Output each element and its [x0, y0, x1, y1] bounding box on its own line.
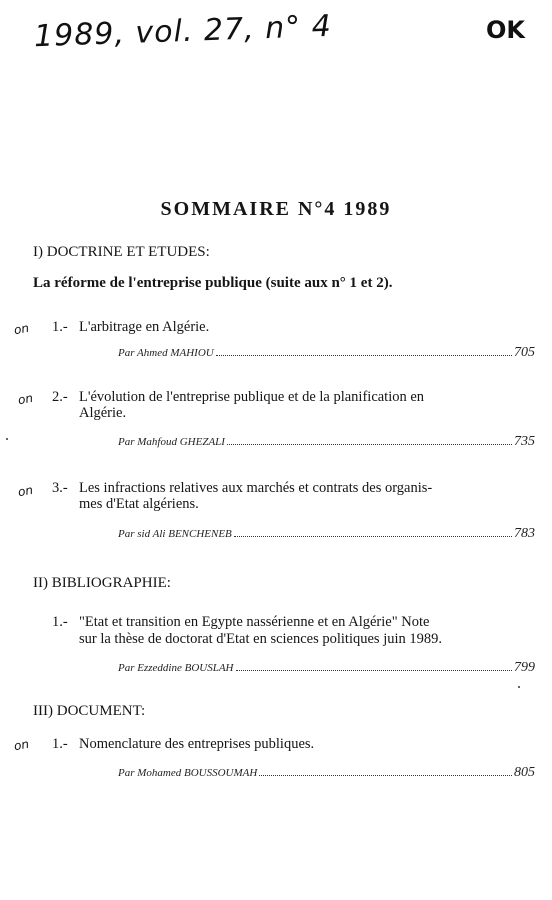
item-number: 1.-	[52, 614, 68, 630]
item-author: Par Mahfoud GHEZALI	[118, 436, 225, 448]
item-title-line: "Etat et transition en Egypte nassérienne et en Algérie" Note	[79, 614, 430, 630]
handwritten-margin-note-2: on	[16, 390, 35, 408]
handwritten-ok-mark: OK	[486, 16, 525, 44]
scan-speck	[6, 438, 8, 440]
toc-item	[52, 613, 429, 631]
toc-item	[52, 735, 314, 753]
item-title-line: Algérie.	[79, 405, 127, 421]
author-row	[118, 660, 535, 676]
item-title-line: Les infractions relatives aux marchés et contrats des organis-	[79, 480, 433, 496]
item-title-line: mes d'Etat algériens.	[79, 496, 199, 512]
item-page-number: 705	[514, 345, 535, 360]
dot-leader	[236, 669, 513, 671]
author-row	[118, 765, 535, 781]
handwritten-margin-note-3: on	[16, 482, 35, 500]
section-heading-bibliographie: II) BIBLIOGRAPHIE:	[33, 575, 171, 591]
toc-item	[52, 479, 432, 497]
item-page-number: 799	[514, 660, 535, 675]
author-row	[118, 526, 535, 542]
dot-leader	[216, 354, 512, 356]
item-title-line: L'évolution de l'entreprise publique et de la planification en	[79, 389, 425, 405]
dot-leader	[227, 443, 512, 445]
item-number: 1.-	[52, 736, 68, 752]
item-author: Par sid Ali BENCHENEB	[118, 528, 232, 540]
section-heading-document: III) DOCUMENT:	[33, 703, 146, 719]
item-title-line: L'arbitrage en Algérie.	[79, 319, 210, 335]
toc-item	[52, 388, 424, 406]
handwritten-issue-note: 1989, vol. 27, n° 4	[33, 8, 333, 55]
page-title: SOMMAIRE N°4 1989	[160, 198, 392, 220]
handwritten-margin-note-1: on	[12, 320, 31, 338]
item-author: Par Ahmed MAHIOU	[118, 347, 214, 359]
item-author: Par Ezzeddine BOUSLAH	[118, 662, 234, 674]
toc-item	[52, 318, 209, 336]
item-number: 1.-	[52, 319, 68, 335]
item-number: 3.-	[52, 480, 68, 496]
author-row	[118, 434, 535, 450]
section-subtitle: La réforme de l'entreprise publique (suite aux n° 1 et 2).	[33, 275, 393, 291]
item-page-number: 805	[514, 765, 535, 780]
item-author: Par Mohamed BOUSSOUMAH	[118, 767, 258, 779]
author-row	[118, 345, 535, 361]
item-title-line: Nomenclature des entreprises publiques.	[79, 736, 315, 752]
handwritten-margin-note-4: on	[12, 736, 31, 754]
item-page-number: 783	[514, 526, 535, 541]
scan-speck	[518, 686, 520, 688]
item-page-number: 735	[514, 434, 535, 449]
section-heading-doctrine: I) DOCTRINE ET ETUDES:	[33, 244, 210, 260]
item-number: 2.-	[52, 389, 68, 405]
dot-leader	[259, 774, 512, 776]
dot-leader	[234, 535, 512, 537]
item-title-line: sur la thèse de doctorat d'Etat en sciences politiques juin 1989.	[79, 631, 443, 647]
